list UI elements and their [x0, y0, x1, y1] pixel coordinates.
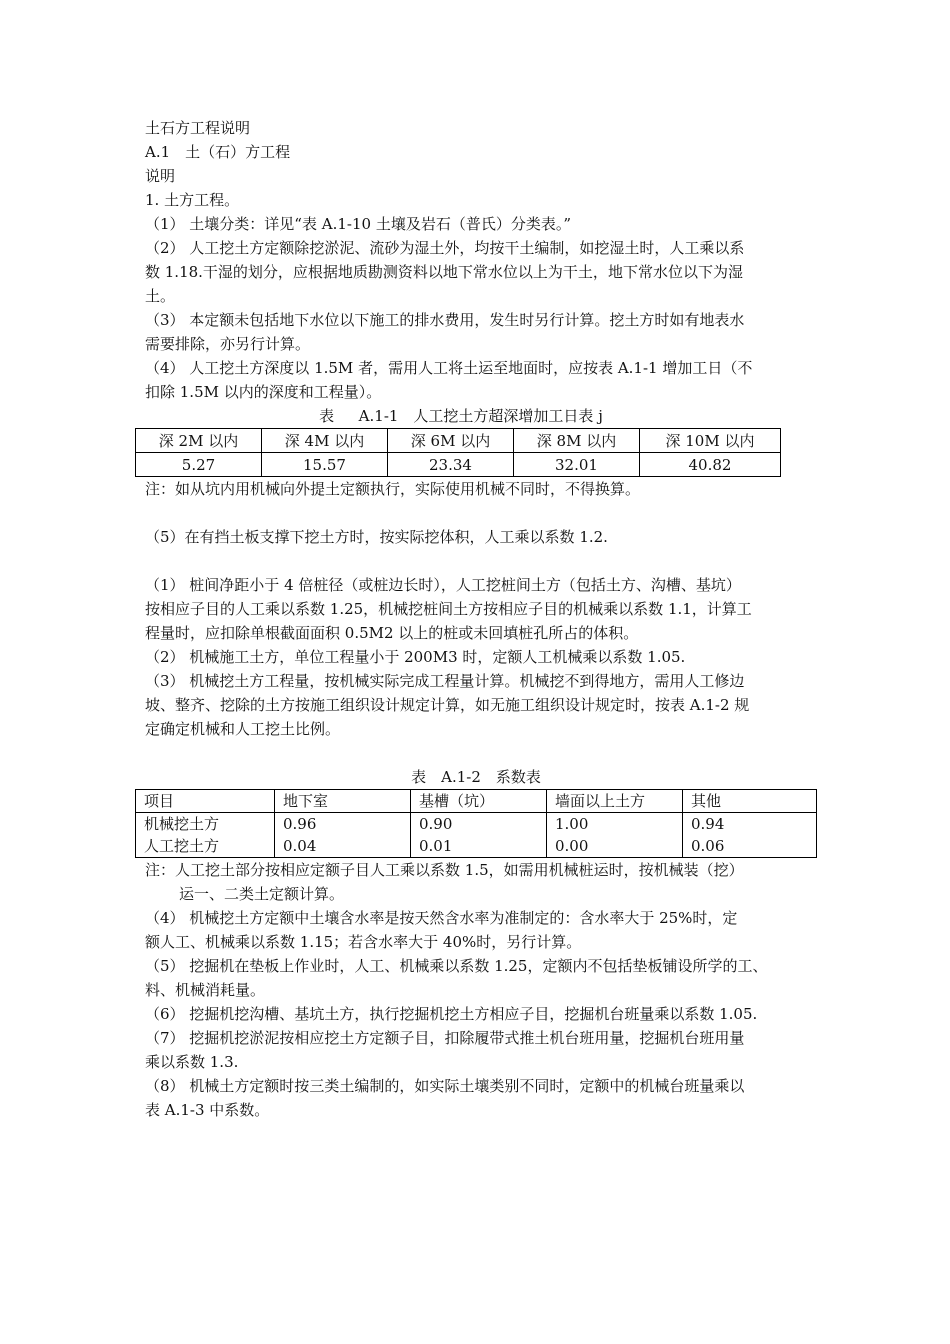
doc-title: 土石方工程说明	[145, 119, 251, 137]
pile-para-1-line-1: （1） 桩间净距小于 4 倍桩径（或桩边长时），人工挖桩间土方（包括土方、沟槽、基坑）	[145, 576, 741, 594]
pile-para-1-line-3: 程量时，应扣除单根截面面积 0.5M2 以上的桩或未回填桩孔所占的体积。	[145, 624, 639, 642]
table-cell: 0.90	[411, 813, 547, 836]
table-cell: 40.82	[640, 453, 781, 477]
para-2-line-3: 土。	[145, 287, 176, 305]
table2-note-line-2: 运一、二类土定额计算。	[179, 885, 345, 903]
table-row	[136, 790, 817, 813]
mech-para-7-line-1: （7） 挖掘机挖淤泥按相应挖土方定额子目，扣除履带式推土机台班用量，挖掘机台班用量	[145, 1029, 745, 1047]
para-2-line-1: （2） 人工挖土方定额除挖淤泥、流砂为湿土外，均按干土编制，如挖湿土时，人工乘以系	[145, 239, 745, 257]
para-5: （5）在有挡土板支撑下挖土方时，按实际挖体积，人工乘以系数 1.2.	[145, 528, 608, 546]
table-cell: 0.96	[275, 813, 411, 836]
pile-para-3-line-2: 坡、整齐、挖除的土方按施工组织设计规定计算，如无施工组织设计规定时，按表 A.1-2 规	[145, 696, 750, 714]
table-row	[136, 813, 817, 836]
table-header-cell: 其他	[683, 790, 817, 813]
table-cell: 0.04	[275, 835, 411, 858]
para-4-line-2: 扣除 1.5M 以内的深度和工程量）。	[145, 383, 382, 401]
spacer	[145, 741, 817, 765]
table-cell: 23.34	[388, 453, 514, 477]
table-cell: 人工挖土方	[136, 835, 275, 858]
pile-para-3-line-3: 定确定机械和人工挖土比例。	[145, 720, 341, 738]
pile-para-1-line-2: 按相应子目的人工乘以系数 1.25，机械挖桩间土方按相应子目的机械乘以系数 1.1，计算工	[145, 600, 752, 618]
table-header-cell: 深 10M 以内	[640, 429, 781, 453]
table-header-cell: 深 8M 以内	[514, 429, 640, 453]
table-cell: 机械挖土方	[136, 813, 275, 836]
spacer	[145, 549, 817, 573]
table2-caption: 表 A.1-2 系数表	[411, 768, 541, 786]
table-cell: 32.01	[514, 453, 640, 477]
table-cell: 1.00	[547, 813, 683, 836]
table2-note-line-1: 注：人工挖土部分按相应定额子目人工乘以系数 1.5，如需用机械桩运时，按机械装（挖）	[145, 861, 744, 879]
table1-caption: 表 A.1-1 人工挖土方超深增加工日表 j	[319, 407, 603, 425]
pile-para-2: （2） 机械施工土方，单位工程量小于 200M3 时，定额人工机械乘以系数 1.05.	[145, 648, 686, 666]
table-row	[136, 835, 817, 858]
mech-para-5-line-1: （5） 挖掘机在垫板上作业时，人工、机械乘以系数 1.25，定额内不包括垫板铺设所学的工、	[145, 957, 768, 975]
table-header-cell: 深 2M 以内	[136, 429, 262, 453]
mech-para-5-line-2: 料、机械消耗量。	[145, 981, 266, 999]
table-cell: 0.01	[411, 835, 547, 858]
table-cell: 0.94	[683, 813, 817, 836]
mech-para-8-line-1: （8） 机械土方定额时按三类土编制的，如实际土壤类别不同时，定额中的机械台班量乘以	[145, 1077, 745, 1095]
table-row	[136, 453, 781, 477]
document-page	[145, 116, 817, 1122]
table-header-cell: 项目	[136, 790, 275, 813]
mech-para-4-line-1: （4） 机械挖土方定额中土壤含水率是按天然含水率为准制定的：含水率大于 25%时，定	[145, 909, 738, 927]
explanation-label: 说明	[145, 167, 176, 185]
table1-note: 注：如从坑内用机械向外提土定额执行，实际使用机械不同时，不得换算。	[145, 480, 641, 498]
table-header-cell: 深 4M 以内	[262, 429, 388, 453]
mech-para-6: （6） 挖掘机挖沟槽、基坑土方，执行挖掘机挖土方相应子目，挖掘机台班量乘以系数 1.05.	[145, 1005, 758, 1023]
mech-para-4-line-2: 额人工、机械乘以系数 1.15；若含水率大于 40%时，另行计算。	[145, 933, 582, 951]
table-a1-1	[135, 428, 781, 477]
table-cell: 0.06	[683, 835, 817, 858]
table-cell: 15.57	[262, 453, 388, 477]
table-header-cell: 墙面以上土方	[547, 790, 683, 813]
mech-para-7-line-2: 乘以系数 1.3.	[145, 1053, 239, 1071]
para-3-line-2: 需要排除，亦另行计算。	[145, 335, 311, 353]
item-earthwork: 1. 土方工程。	[145, 191, 240, 209]
table-cell: 5.27	[136, 453, 262, 477]
table-cell: 0.00	[547, 835, 683, 858]
para-1: （1） 土壤分类：详见“表 A.1-10 土壤及岩石（普氏）分类表。”	[145, 215, 571, 233]
table-header-cell: 深 6M 以内	[388, 429, 514, 453]
para-4-line-1: （4） 人工挖土方深度以 1.5M 者，需用人工将土运至地面时，应按表 A.1-1 增加工日（不	[145, 359, 753, 377]
section-heading: A.1 土（石）方工程	[145, 143, 291, 161]
para-3-line-1: （3） 本定额未包括地下水位以下施工的排水费用，发生时另行计算。挖土方时如有地表水	[145, 311, 745, 329]
spacer	[145, 501, 817, 525]
mech-para-8-line-2: 表 A.1-3 中系数。	[145, 1101, 270, 1119]
para-2-line-2: 数 1.18.干湿的划分，应根据地质勘测资料以地下常水位以上为干土，地下常水位以下为湿	[145, 263, 743, 281]
table-header-cell: 地下室	[275, 790, 411, 813]
pile-para-3-line-1: （3） 机械挖土方工程量，按机械实际完成工程量计算。机械挖不到得地方，需用人工修边	[145, 672, 745, 690]
table-header-cell: 基槽（坑）	[411, 790, 547, 813]
table-row	[136, 429, 781, 453]
table-a1-2	[135, 789, 817, 858]
